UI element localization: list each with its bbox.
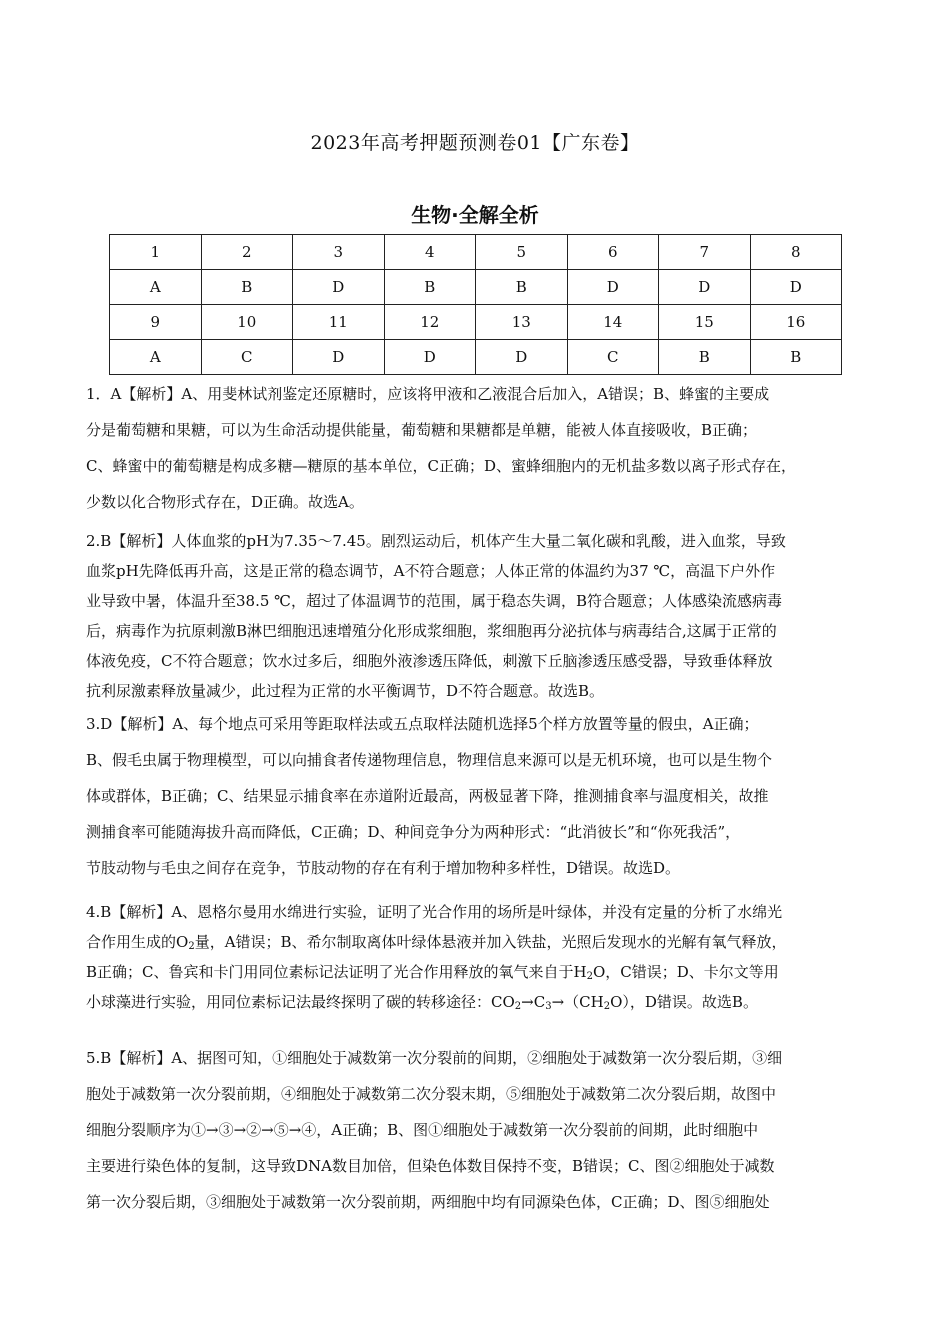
table-cell: A: [110, 270, 202, 305]
text-span: O），D错误。故选B。: [610, 993, 758, 1011]
text-line: 3.D【解析】A、每个地点可采用等距取样法或五点取样法随机选择5个样方放置等量的假虫，A正确；: [86, 715, 759, 733]
text-line: 5.B【解析】A、据图可知，①细胞处于减数第一次分裂前的间期，②细胞处于减数第一次分裂后期，③细: [86, 1049, 783, 1067]
text-line: 胞处于减数第一次分裂前期，④细胞处于减数第二次分裂末期，⑤细胞处于减数第二次分裂后期，故图中: [86, 1085, 777, 1103]
explanation-2: [86, 526, 870, 706]
table-cell: 8: [750, 235, 842, 270]
table-row: [110, 340, 842, 375]
text-line: 4.B【解析】A、恩格尔曼用水绵进行实验，证明了光合作用的场所是叶绿体，并没有定量的分析了水绵光: [86, 903, 783, 921]
table-cell: D: [384, 340, 476, 375]
text-line: 节肢动物与毛虫之间存在竞争，节肢动物的存在有利于增加物种多样性，D错误。故选D。: [86, 859, 681, 877]
text-line: [86, 927, 870, 957]
table-cell: 15: [659, 305, 751, 340]
table-cell: 3: [293, 235, 385, 270]
table-cell: 12: [384, 305, 476, 340]
table-cell: D: [750, 270, 842, 305]
table-row: [110, 305, 842, 340]
document-subtitle: 生物·全解全析: [411, 203, 539, 227]
table-cell: D: [567, 270, 659, 305]
table-cell: 7: [659, 235, 751, 270]
table-cell: 10: [201, 305, 293, 340]
table-cell: D: [476, 340, 568, 375]
text-span: O，C错误；D、卡尔文等用: [592, 963, 779, 981]
text-span: →C: [521, 993, 546, 1011]
table-cell: D: [293, 340, 385, 375]
text-span: 量，A错误；B、希尔制取离体叶绿体悬液并加入铁盐，光照后发现水的光解有氧气释放，: [194, 933, 787, 951]
table-cell: 5: [476, 235, 568, 270]
text-line: 细胞分裂顺序为①→③→②→⑤→④，A正确；B、图①细胞处于减数第一次分裂前的间期，此时细胞中: [86, 1121, 759, 1139]
table-cell: 11: [293, 305, 385, 340]
text-line: 抗利尿激素释放量减少，此过程为正常的水平衡调节，D不符合题意。故选B。: [86, 682, 605, 700]
table-cell: B: [384, 270, 476, 305]
text-line: [86, 957, 870, 987]
text-span: →（CH: [551, 993, 604, 1011]
answer-table: [109, 234, 842, 375]
table-row: [110, 235, 842, 270]
document-title: 2023年高考押题预测卷01【广东卷】: [310, 132, 640, 154]
table-cell: B: [659, 340, 751, 375]
text-span: B正确；C、鲁宾和卡门用同位素标记法证明了光合作用释放的氧气来自于H: [86, 963, 587, 981]
table-row: [110, 270, 842, 305]
subscript: 2: [603, 1001, 611, 1012]
table-cell: A: [110, 340, 202, 375]
text-line: 血浆pH先降低再升高，这是正常的稳态调节，A不符合题意；人体正常的体温约为37 ℃，高温下户外作: [86, 562, 776, 580]
table-cell: B: [201, 270, 293, 305]
table-cell: 6: [567, 235, 659, 270]
explanation-3: [86, 706, 870, 886]
text-span: 小球藻进行实验，用同位素标记法最终探明了碳的转移途径：CO: [86, 993, 515, 1011]
table-cell: 13: [476, 305, 568, 340]
explanation-1: [86, 376, 870, 520]
text-line: 分是葡萄糖和果糖，可以为生命活动提供能量，葡萄糖和果糖都是单糖，能被人体直接吸收，B正确；: [86, 421, 758, 439]
text-line: 主要进行染色体的复制，这导致DNA数目加倍，但染色体数目保持不变，B错误；C、图②细胞处于减数: [86, 1157, 775, 1175]
table-cell: B: [476, 270, 568, 305]
text-line: 体或群体，B正确；C、结果显示捕食率在赤道附近最高，两极显著下降，推测捕食率与温度相关，故推: [86, 787, 769, 805]
text-line: 1．A【解析】A、用斐林试剂鉴定还原糖时，应该将甲液和乙液混合后加入，A错误；B、蜂蜜的主要成: [86, 385, 770, 403]
text-line: [86, 987, 870, 1017]
table-cell: 16: [750, 305, 842, 340]
table-cell: D: [293, 270, 385, 305]
table-cell: 4: [384, 235, 476, 270]
text-line: C、蜂蜜中的葡萄糖是构成多糖—糖原的基本单位，C正确；D、蜜蜂细胞内的无机盐多数以离子形式存在，: [86, 457, 796, 475]
table-cell: 1: [110, 235, 202, 270]
table-cell: 9: [110, 305, 202, 340]
explanation-5: [86, 1040, 870, 1220]
table-cell: D: [659, 270, 751, 305]
table-cell: C: [567, 340, 659, 375]
text-line: 少数以化合物形式存在，D正确。故选A。: [86, 493, 364, 511]
text-line: 体液免疫，C不符合题意；饮水过多后，细胞外液渗透压降低，刺激下丘脑渗透压感受器，导致垂体释放: [86, 652, 773, 670]
explanation-4: [86, 897, 870, 1017]
subscript: 2: [188, 941, 195, 952]
text-line: 2.B【解析】人体血浆的pH为7.35～7.45。剧烈运动后，机体产生大量二氧化碳和乳酸，进入血浆，导致: [86, 532, 786, 550]
subscript: 3: [545, 1001, 552, 1012]
text-line: 第一次分裂后期，③细胞处于减数第一次分裂前期，两细胞中均有同源染色体，C正确；D、图⑤细胞处: [86, 1193, 770, 1211]
table-cell: C: [201, 340, 293, 375]
text-line: 后，病毒作为抗原刺激B淋巴细胞迅速增殖分化形成浆细胞，浆细胞再分泌抗体与病毒结合,这属于正常的: [86, 622, 777, 640]
table-cell: 2: [201, 235, 293, 270]
text-line: 业导致中暑，体温升至38.5 ℃，超过了体温调节的范围，属于稳态失调，B符合题意；人体感染流感病毒: [86, 592, 782, 610]
text-line: B、假毛虫属于物理模型，可以向捕食者传递物理信息，物理信息来源可以是无机环境，也可以是生物个: [86, 751, 773, 769]
text-span: 合作用生成的O: [86, 933, 189, 951]
table-cell: 14: [567, 305, 659, 340]
table-cell: B: [750, 340, 842, 375]
subscript: 2: [514, 1001, 522, 1012]
subscript: 2: [586, 971, 593, 982]
text-line: 测捕食率可能随海拔升高而降低，C正确；D、种间竞争分为两种形式：“此消彼长”和“你死我活”，: [86, 823, 741, 841]
